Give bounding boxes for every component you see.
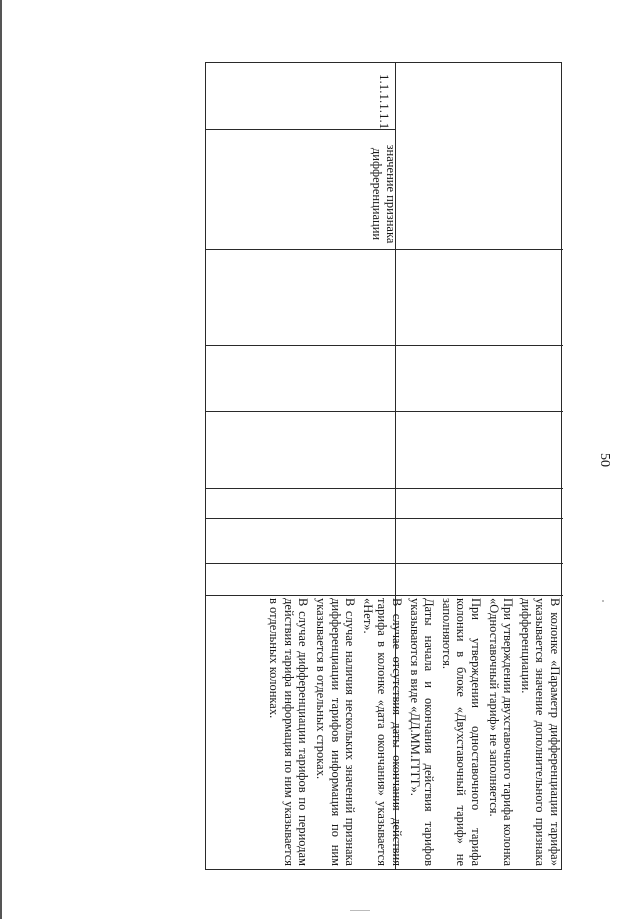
page-number: 50 bbox=[597, 453, 612, 467]
row-divider-3 bbox=[206, 345, 563, 346]
page-left-edge bbox=[0, 0, 2, 919]
note-7: В случае дифференциации тарифов по периодам действия тарифа информация по ним указывается в отдельных колонках. bbox=[267, 598, 311, 866]
note-3: При утверждении одноставочного тарифа колонки в блоке «Двухставочный тариф» не заполняются. bbox=[439, 598, 484, 866]
row-code: 1.1.1.1.1.1 bbox=[377, 74, 392, 130]
row-divider-7 bbox=[206, 563, 563, 564]
scan-speck bbox=[350, 910, 370, 911]
note-2: При утверждении двухставочного тарифа колонка «Одноставочный тариф» не заполняется. bbox=[486, 598, 516, 866]
row-label-line-1: значение признака bbox=[384, 144, 398, 244]
row-label-line-2: дифференциации bbox=[370, 147, 384, 241]
note-4: Даты начала и окончания действия тарифов указываются в виде «ДД.ММ.ГГГГ». bbox=[407, 598, 437, 866]
row-divider-5 bbox=[206, 488, 563, 489]
note-6: В случае наличия нескольких значений признака дифференциации тарифов информация по ним указывается в отдельных строках. bbox=[314, 598, 358, 866]
notes-cell bbox=[264, 598, 562, 866]
row-divider-4 bbox=[206, 411, 563, 412]
note-5: В случае отсутствия даты окончания действия тарифа в колонке «дата окончания» указывается «Нет». bbox=[360, 598, 405, 866]
scan-speck bbox=[602, 600, 604, 602]
note-1: В колонке «Параметр дифференциации тарифа» указывается значение дополнительного признака дифференциации. bbox=[518, 598, 562, 866]
row-divider-8 bbox=[206, 595, 563, 596]
row-divider-6 bbox=[206, 518, 563, 519]
row-label bbox=[370, 138, 398, 250]
row-divider-1 bbox=[206, 129, 395, 130]
